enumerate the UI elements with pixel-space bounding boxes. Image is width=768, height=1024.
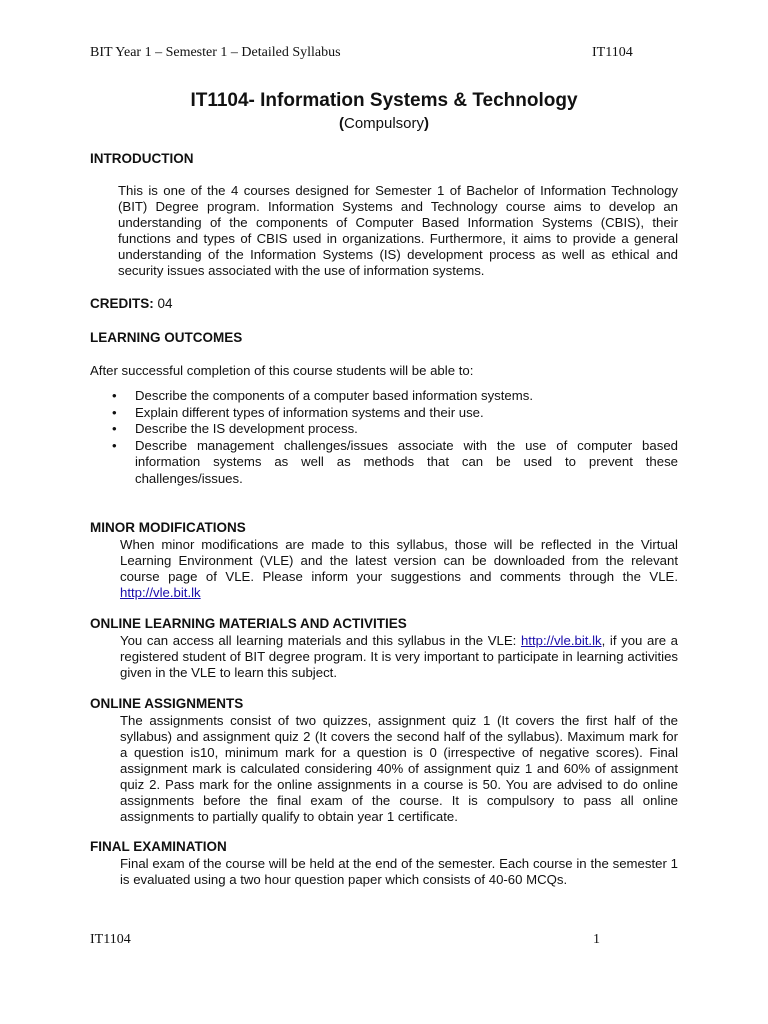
page-header-code: IT1104 — [592, 45, 633, 60]
bullet-icon: • — [112, 388, 117, 403]
credits-value: 04 — [157, 296, 173, 311]
list-item — [90, 388, 678, 405]
bullet-icon: • — [112, 404, 117, 420]
online-assignments-heading: ONLINE ASSIGNMENTS — [90, 696, 244, 711]
online-learning-heading: ONLINE LEARNING MATERIALS AND ACTIVITIES — [90, 616, 407, 631]
list-item-text: Describe the IS development process. — [135, 421, 358, 436]
online-learning-text — [120, 633, 678, 681]
vle-link[interactable]: http://vle.bit.lk — [120, 585, 201, 600]
vle-link[interactable]: http://vle.bit.lk — [520, 633, 602, 648]
learning-outcomes-list — [90, 388, 678, 487]
subtitle-text: Compulsory — [343, 115, 425, 132]
list-item — [90, 438, 678, 488]
credits-label: CREDITS: — [90, 296, 154, 311]
introduction-text: This is one of the 4 courses designed for Semester 1 of Bachelor of Information Technology (BIT) Degree program. Information Systems and Technology course aims to develop an understanding of the components of Computer Based Information Systems (CBIS), their functions and types of CBIS used in organizations. Furthermore, it aims to provide a general understanding of the Information Systems (IS) development process as well as ethical and security issues associated with the use of information systems. — [118, 183, 678, 278]
learning-outcomes-heading: LEARNING OUTCOMES — [90, 330, 243, 345]
online-learning-body-start: You can access all learning materials and this syllabus in the VLE: — [120, 633, 521, 648]
final-examination-heading: FINAL EXAMINATION — [90, 839, 227, 854]
list-item-text: Explain different types of information systems and their use. — [135, 404, 484, 420]
bullet-icon: • — [112, 437, 117, 453]
subtitle-open-paren: ( — [338, 115, 344, 132]
list-item — [90, 405, 678, 422]
list-item — [90, 421, 678, 438]
credits-line — [90, 296, 173, 311]
document-subtitle — [0, 115, 768, 132]
page-header-title: BIT Year 1 – Semester 1 – Detailed Syllabus — [90, 45, 341, 60]
minor-modifications-heading: MINOR MODIFICATIONS — [90, 520, 246, 535]
document-title: IT1104- Information Systems & Technology — [190, 90, 578, 111]
list-item-text: Describe management challenges/issues associate with the use of computer based information systems as well as methods that can be used to prevent these challenges/issues. — [135, 437, 678, 486]
final-examination-text: Final exam of the course will be held at the end of the semester. Each course in the semester 1 is evaluated using a two hour question paper which consists of 40-60 MCQs. — [120, 856, 678, 887]
bullet-icon: • — [112, 421, 117, 436]
page-number: 1 — [593, 932, 600, 947]
introduction-heading: INTRODUCTION — [90, 151, 194, 166]
minor-modifications-text — [120, 537, 678, 601]
list-item-text: Describe the components of a computer based information systems. — [135, 388, 534, 403]
minor-modifications-body: When minor modifications are made to this syllabus, those will be reflected in the Virtual Learning Environment (VLE) and the latest version can be downloaded from the relevant course page of VLE. Please inform your suggestions and comments through the VLE. — [120, 537, 678, 584]
learning-outcomes-intro: After successful completion of this course students will be able to: — [90, 363, 474, 378]
page-footer-code: IT1104 — [90, 932, 131, 947]
online-learning-body-end: , if you are a registered student of BIT degree program. It is very important to participate in learning activities given in the VLE to learn this subject. — [120, 633, 678, 680]
online-assignments-text: The assignments consist of two quizzes, assignment quiz 1 (It covers the first half of the syllabus) and assignment quiz 2 (It covers the second half of the syllabus). Maximum mark for a question is10, minimum mark for a question is 0 (irrespective of negative scores). Final assignment mark is calculated considering 40% of assignment quiz 1 and 60% of assignment quiz 2. Pass mark for the online assignments in a course is 50. You are advised to do online assignments before the final exam of the course. It is compulsory to pass all online assignments to partially qualify to obtain year 1 certificate. — [120, 713, 678, 824]
subtitle-close-paren: ) — [424, 115, 430, 132]
